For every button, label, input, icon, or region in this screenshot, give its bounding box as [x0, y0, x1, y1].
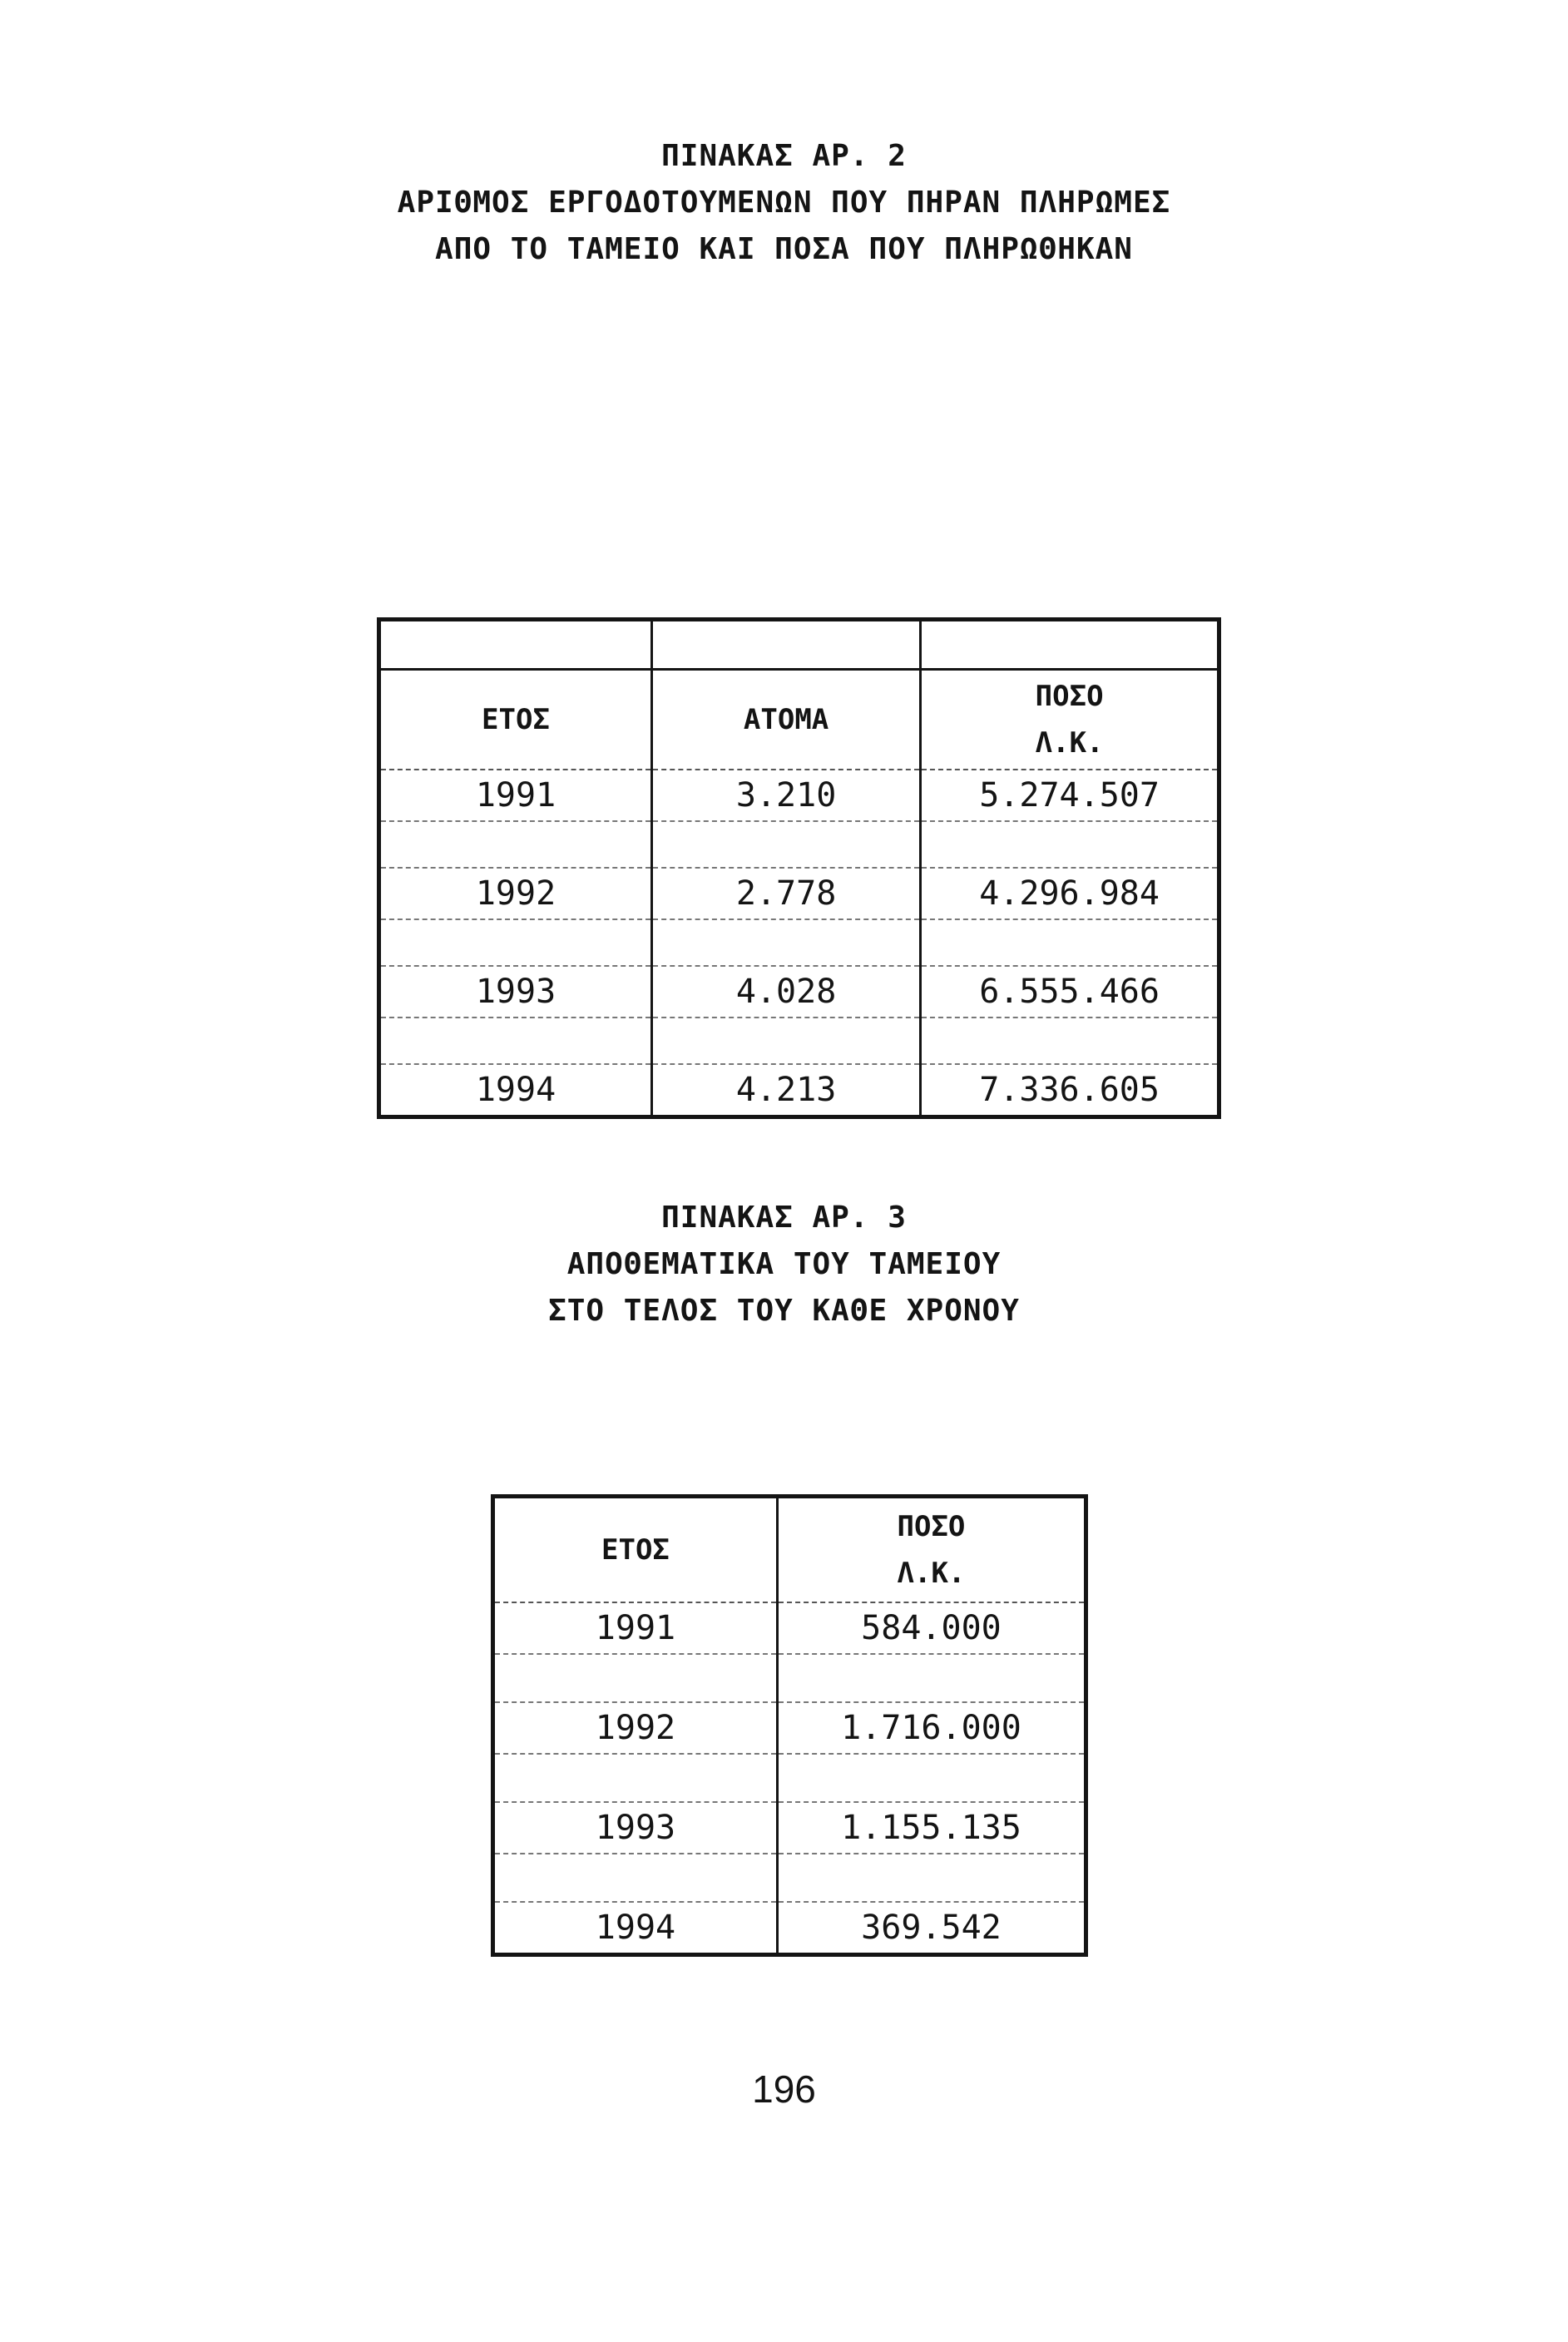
table3-title — [0, 1195, 1568, 1334]
page-number: 196 — [752, 2067, 816, 2111]
cell-year: 1994 — [379, 1064, 652, 1117]
cell-amount: 5.274.507 — [921, 770, 1219, 821]
table-row — [493, 1702, 1086, 1754]
table-cell-empty — [777, 1654, 1086, 1702]
cell-persons: 4.028 — [651, 966, 920, 1018]
table-cell-empty — [493, 1854, 778, 1902]
cell-year: 1992 — [379, 868, 652, 919]
cell-year: 1991 — [493, 1602, 778, 1654]
table3 — [491, 1494, 1088, 1957]
table-cell-empty — [493, 1754, 778, 1802]
header-amount-line1: ΠΟΣΟ — [897, 1510, 966, 1543]
table-row — [379, 770, 1219, 821]
cell-year: 1993 — [493, 1802, 778, 1854]
table-row — [493, 1902, 1086, 1955]
table3-title-line: ΠΙΝΑΚΑΣ ΑΡ. 3 — [661, 1201, 907, 1235]
table-cell-empty — [493, 1654, 778, 1702]
table2-title-line: ΑΡΙΘΜΟΣ ΕΡΓΟΔΟΤΟΥΜΕΝΩΝ ΠΟΥ ΠΗΡΑΝ ΠΛΗΡΩΜΕΣ — [397, 186, 1171, 220]
table-cell-empty — [777, 1854, 1086, 1902]
table-cell-empty — [651, 919, 920, 966]
cell-amount: 1.155.135 — [777, 1802, 1086, 1854]
cell-amount: 6.555.466 — [921, 966, 1219, 1018]
cell-year: 1994 — [493, 1902, 778, 1955]
table-row — [493, 1802, 1086, 1854]
cell-persons: 4.213 — [651, 1064, 920, 1117]
cell-year: 1993 — [379, 966, 652, 1018]
table-row — [493, 1602, 1086, 1654]
table-row — [379, 966, 1219, 1018]
cell-year: 1991 — [379, 770, 652, 821]
table2-title-line: ΑΠΟ ΤΟ ΤΑΜΕΙΟ ΚΑΙ ΠΟΣΑ ΠΟΥ ΠΛΗΡΩΘΗΚΑΝ — [435, 232, 1133, 266]
cell-amount: 584.000 — [777, 1602, 1086, 1654]
table-row — [379, 1064, 1219, 1117]
cell-persons: 2.778 — [651, 868, 920, 919]
table-cell-empty — [651, 1018, 920, 1064]
table-cell-empty — [651, 821, 920, 868]
header-amount-line1: ΠΟΣΟ — [1035, 680, 1104, 713]
table-cell-empty — [651, 620, 920, 670]
table3-title-line: ΑΠΟΘΕΜΑΤΙΚΑ ΤΟΥ ΤΑΜΕΙΟΥ — [566, 1247, 1002, 1281]
table3-title-line: ΣΤΟ ΤΕΛΟΣ ΤΟΥ ΚΑΘΕ ΧΡΟΝΟΥ — [548, 1294, 1020, 1328]
table-row — [379, 868, 1219, 919]
table-cell-empty — [379, 919, 652, 966]
table-cell-empty — [777, 1754, 1086, 1802]
table-cell-empty — [921, 1018, 1219, 1064]
table2 — [377, 617, 1221, 1119]
table2-title — [0, 133, 1568, 273]
header-persons: ΑΤΟΜΑ — [651, 670, 920, 770]
table-cell-empty — [379, 821, 652, 868]
table-cell-empty — [921, 821, 1219, 868]
header-amount — [921, 670, 1219, 770]
cell-year: 1992 — [493, 1702, 778, 1754]
cell-amount: 369.542 — [777, 1902, 1086, 1955]
table-cell-empty — [921, 620, 1219, 670]
header-year: ΕΤΟΣ — [379, 670, 652, 770]
header-amount-line2: Λ.Κ. — [897, 1557, 966, 1590]
table2-title-line: ΠΙΝΑΚΑΣ ΑΡ. 2 — [661, 139, 907, 173]
cell-amount: 1.716.000 — [777, 1702, 1086, 1754]
table-cell-empty — [921, 919, 1219, 966]
header-amount — [777, 1497, 1086, 1603]
cell-amount: 4.296.984 — [921, 868, 1219, 919]
table-cell-empty — [379, 1018, 652, 1064]
header-amount-line2: Λ.Κ. — [1035, 726, 1104, 760]
cell-persons: 3.210 — [651, 770, 920, 821]
header-year: ΕΤΟΣ — [493, 1497, 778, 1603]
cell-amount: 7.336.605 — [921, 1064, 1219, 1117]
table-cell-empty — [379, 620, 652, 670]
